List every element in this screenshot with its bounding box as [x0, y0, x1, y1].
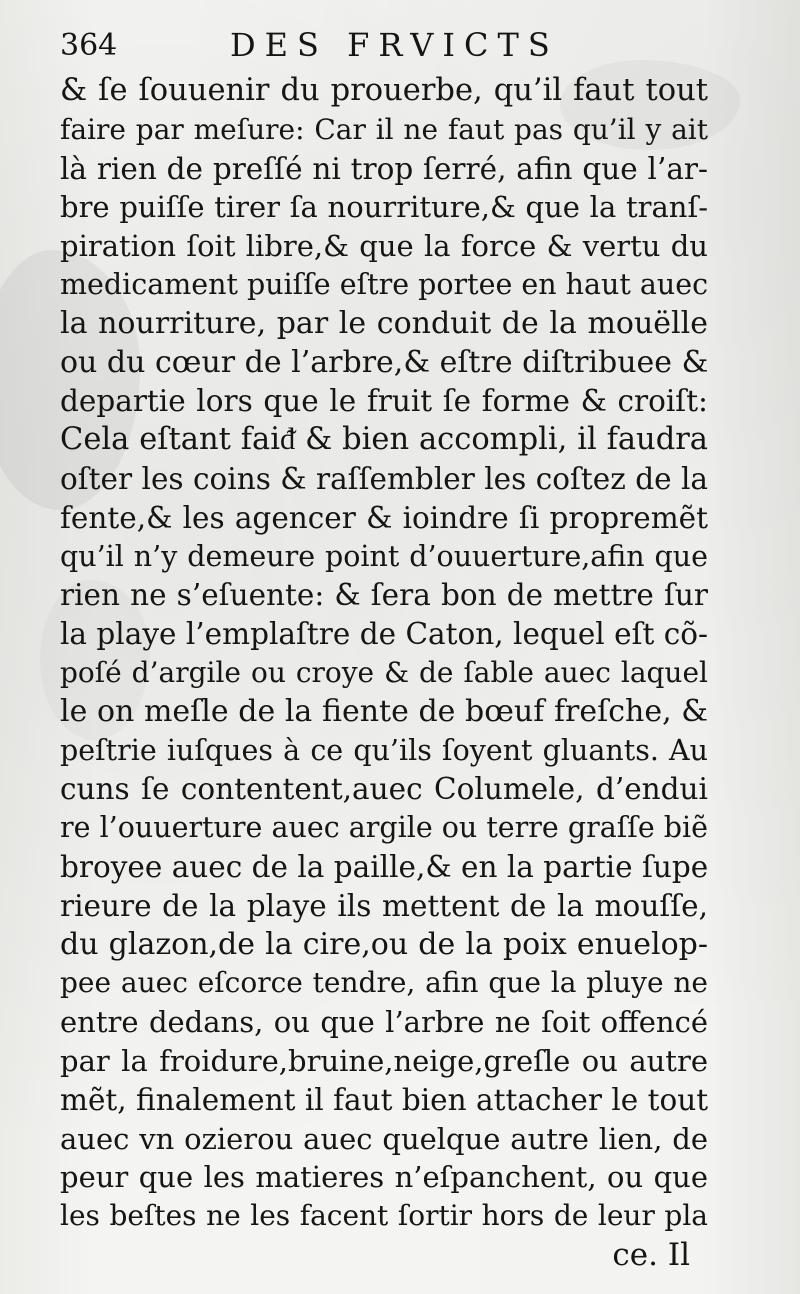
text-line: cuns ſe contentent,auec Columele, d’endui	[60, 772, 708, 807]
text-line: peur que les matieres n’eſpanchent, ou que	[60, 1160, 708, 1195]
text-line: piration ſoit libre,& que la force & vertu du	[60, 229, 708, 264]
text-line: mẽt, finalement il faut bien attacher le tout	[60, 1082, 709, 1117]
text-line: re l’ouuerture auec argile ou terre graſſe biẽ	[60, 811, 708, 845]
text-line: departie lors que le fruit ſe forme & croiſt:	[60, 384, 708, 419]
text-line: la nourriture, par le conduit de la mouëlle	[60, 305, 708, 341]
text-line: poſé d’argile ou croye & de ſable auec laquel	[60, 655, 708, 689]
text-line: fente,& les agencer & ioindre ſi propremẽt	[60, 500, 708, 535]
body-text	[60, 72, 708, 1275]
text-line: qu’il n’y demeure point d’ouuerture,afin que	[60, 539, 708, 573]
text-line: les beſtes ne les facent ſortir hors de leur pla	[60, 1199, 708, 1233]
text-line: la playe l’emplaſtre de Caton, lequel eſt cõ-	[60, 617, 708, 652]
text-line: faire par meſure: Car il ne faut pas qu’il y ait	[60, 112, 708, 146]
text-line: auec vn ozierou auec quelque autre lien, de	[60, 1121, 708, 1156]
text-line: Cela eſtant faiᵭ & bien accompli, il faudra	[60, 422, 708, 458]
running-head	[60, 22, 700, 66]
text-line: & ſe ſouuenir du prouerbe, qu’il faut tout	[60, 73, 708, 108]
text-line: rien ne s’eſuente: & ſera bon de mettre ſur	[60, 578, 708, 613]
text-line: pee auec eſcorce tendre, afin que la pluye ne	[60, 966, 708, 1000]
text-line: du glazon,de la cire,ou de la poix enuelop-	[60, 926, 708, 962]
text-line: broyee auec de la paille,& en la partie ſupe	[60, 849, 709, 884]
text-line: bre puiſſe tirer ſa nourriture,& que la tranſ-	[60, 190, 708, 225]
text-line: par la froidure,bruine,neige,greſle ou autre	[60, 1043, 708, 1078]
text-line: le on meſle de la fiente de bœuf freſche, &	[60, 693, 708, 729]
text-line: peſtrie iuſques à ce qu’ils ſoyent gluants. Au	[60, 733, 708, 767]
text-line: rieure de la playe ils mettent de la mouſſe,	[60, 888, 708, 923]
page-number: 364	[60, 28, 118, 63]
text-line: ou du cœur de l’arbre,& eſtre diſtribuee &	[60, 344, 709, 380]
text-line: là rien de preſſé ni trop ſerré, afin que l’ar-	[60, 151, 708, 186]
text-line: oſter les coins & raſſembler les coſtez de la	[60, 461, 708, 496]
text-line: medicament puiſſe eſtre portee en haut auec	[60, 267, 709, 301]
catchword-line: ce. Il	[612, 1236, 690, 1273]
running-title: DES FRVICTS	[230, 26, 559, 64]
text-line: entre dedans, ou que l’arbre ne ſoit offencé	[60, 1005, 708, 1040]
